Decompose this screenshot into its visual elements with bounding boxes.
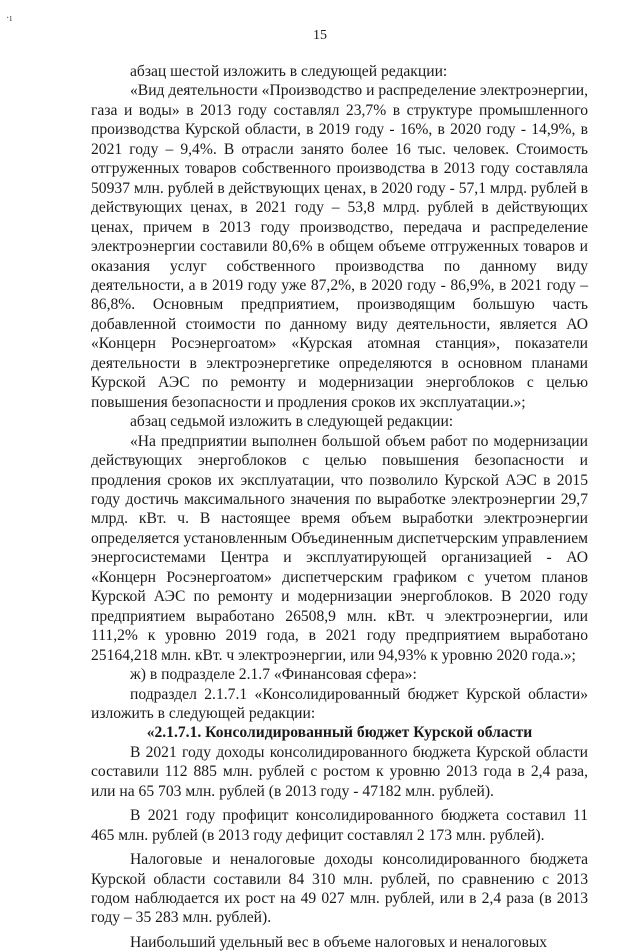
scan-edge-mark: ·ı xyxy=(6,13,13,24)
paragraph: Наибольший удельный вес в объеме налоговых и неналоговых xyxy=(130,933,548,951)
section-heading: «2.1.7.1. Консолидированный бюджет Курской области xyxy=(146,724,533,742)
paragraph: «На предприятии выполнен большой объем работ по модернизации действующих энергоблоков с целью повышения безопасности и продления сроков их эксплуатации, что позволило Курской АЭС в 2015 году достичь максимального значения по выработке электроэнергии 29,7 млрд. кВт. ч. В настоящее время объем выработки электроэнергии определяется установленным Объединенным диспетчерским управлением энергосистемами Центра и эксплуатирующей организацией - АО «Концерн Росэнергоатом» диспетчерским графиком с учетом планов Курской АЭС по ремонту и модернизации энергоблоков. В 2020 году предприятием выработано 26508,9 млн. кВт. ч электроэнергии, или 111,2% к уровню 2019 года, в 2021 году предприятием выработано 25164,218 млн. кВт. ч электроэнергии, или 94,93% к уровню 2020 года.»; xyxy=(91,432,588,664)
paragraph: абзац шестой изложить в следующей редакции: xyxy=(130,63,448,80)
page-content xyxy=(91,62,588,952)
paragraph: Налоговые и неналоговые доходы консолидированного бюджета Курской области составили 84 310 млн. рублей, по сравнению с 2013 годом наблюдается их рост на 49 027 млн. рублей, или в 2,4 раза (в 2013 году – 35 283 млн. рублей). xyxy=(91,851,588,927)
paragraph: ж) в подразделе 2.1.7 «Финансовая сфера»: xyxy=(130,666,417,684)
paragraph: В 2021 году профицит консолидированного бюджета составил 11 465 млн. рублей (в 2013 году дефицит составлял 2 173 млн. рублей). xyxy=(91,807,588,844)
paragraph: «Вид деятельности «Производство и распределение электроэнергии, газа и воды» в 2013 году составлял 23,7% в структуре промышленного производства Курской области, в 2019 году - 16%, в 2020 году - 14,9%, в 2021 году – 9,4%. В отрасли занято более 16 тыс. человек. Стоимость отгруженных товаров собственного производства в 2013 году составляла 50937 млн. рублей в действующих ценах, в 2020 году - 57,1 млрд. рублей в действующих ценах, в 2021 году – 53,8 млрд. рублей в действующих ценах, причем в 2013 году производство, передача и распределение электроэнергии составили 80,6% в общем объеме отгруженных товаров и оказания услуг собственного производства по данному виду деятельности, а в 2019 году уже 87,2%, в 2020 году - 86,9%, в 2021 году – 86,8%. Основным предприятием, производящим большую часть добавленной стоимости по данному виду деятельности, является АО «Концерн Росэнергоатом» «Курская атомная станция», показатели деятельности в электроэнергетике определяются в основном планами Курской АЭС по ремонту и модернизации энергоблоков с целью повышения безопасности и продления сроков их эксплуатации.»; xyxy=(91,82,588,411)
page-number: 15 xyxy=(313,28,327,43)
paragraph: абзац седьмой изложить в следующей редакции: xyxy=(130,413,454,431)
paragraph: подраздел 2.1.7.1 «Консолидированный бюджет Курской области» изложить в следующей редакции: xyxy=(91,685,588,722)
paragraph: В 2021 году доходы консолидированного бюджета Курской области составили 112 885 млн. рублей с ростом к уровню 2013 года в 2,4 раза, или на 65 703 млн. рублей (в 2013 году - 47182 млн. рублей). xyxy=(91,743,588,800)
